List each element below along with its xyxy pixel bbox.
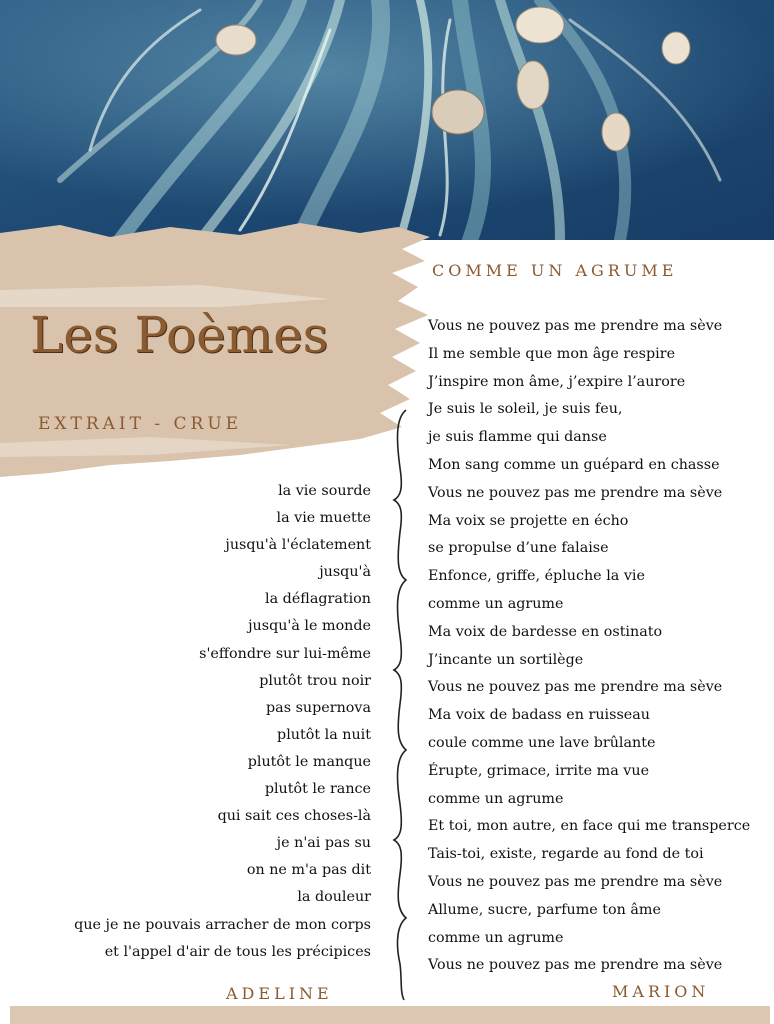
poem-line: que je ne pouvais arracher de mon corps <box>74 916 371 933</box>
curly-brace-divider <box>388 408 416 1003</box>
poem-line: Je suis le soleil, je suis feu, <box>428 401 623 418</box>
poem-line: jusqu'à <box>319 564 371 581</box>
right-poem <box>428 313 750 980</box>
poem-line: jusqu'à l'éclatement <box>225 537 371 554</box>
poem-line: qui sait ces choses-là <box>217 808 371 825</box>
footer-bar <box>10 1006 770 1024</box>
jellyfish-illustration <box>0 0 774 240</box>
page-title: Les Poèmes <box>30 306 329 364</box>
poem-line: Vous ne pouvez pas me prendre ma sève <box>428 679 723 696</box>
left-poem <box>74 478 371 966</box>
right-poem-author: MARION <box>612 982 710 1001</box>
left-poem-subtitle: EXTRAIT - CRUE <box>38 414 243 434</box>
poem-line: Érupte, grimace, irrite ma vue <box>428 762 650 779</box>
poem-line: comme un agrume <box>428 790 564 807</box>
poem-line: comme un agrume <box>428 929 564 946</box>
poem-line: Vous ne pouvez pas me prendre ma sève <box>428 484 723 501</box>
poem-line: Vous ne pouvez pas me prendre ma sève <box>428 873 723 890</box>
left-poem-author: ADELINE <box>226 984 333 1003</box>
poem-line: Il me semble que mon âge respire <box>428 345 676 362</box>
poem-line: on ne m'a pas dit <box>246 862 371 879</box>
poem-line: coule comme une lave brûlante <box>428 734 656 751</box>
poem-line: Et toi, mon autre, en face qui me transperce <box>428 818 751 835</box>
poem-line: la vie muette <box>276 510 371 527</box>
poem-line: comme un agrume <box>428 595 564 612</box>
poem-line: Allume, sucre, parfume ton âme <box>428 901 661 918</box>
poem-line: je n'ai pas su <box>276 835 371 852</box>
poem-line: J’incante un sortilège <box>428 651 584 668</box>
poem-line: Ma voix se projette en écho <box>428 512 629 529</box>
poem-line: J’inspire mon âme, j’expire l’aurore <box>428 373 686 390</box>
poem-line: pas supernova <box>266 699 371 716</box>
poem-line: s'effondre sur lui-même <box>199 645 371 662</box>
poem-line: jusqu'à le monde <box>248 618 371 635</box>
poem-line: Tais-toi, existe, regarde au fond de toi <box>428 846 704 863</box>
poem-line: plutôt le rance <box>264 781 371 798</box>
poem-line: Vous ne pouvez pas me prendre ma sève <box>428 957 723 974</box>
poem-line: Enfonce, griffe, épluche la vie <box>428 568 645 585</box>
poem-line: Ma voix de bardesse en ostinato <box>428 623 663 640</box>
poem-line: Mon sang comme un guépard en chasse <box>428 456 720 473</box>
poem-line: et l'appel d'air de tous les précipices <box>104 943 371 960</box>
poem-line: Ma voix de badass en ruisseau <box>428 707 650 724</box>
poem-line: la douleur <box>297 889 371 906</box>
right-poem-title: COMME UN AGRUME <box>432 261 678 280</box>
poem-line: je suis flamme qui danse <box>428 429 607 446</box>
poem-line: se propulse d’une falaise <box>428 540 609 557</box>
poem-line: Vous ne pouvez pas me prendre ma sève <box>428 318 723 334</box>
poem-line: plutôt la nuit <box>277 726 371 743</box>
poem-line: la déflagration <box>265 591 371 608</box>
poem-line: plutôt le manque <box>247 753 371 770</box>
poem-line: plutôt trou noir <box>259 672 371 689</box>
poem-line: la vie sourde <box>278 483 371 499</box>
